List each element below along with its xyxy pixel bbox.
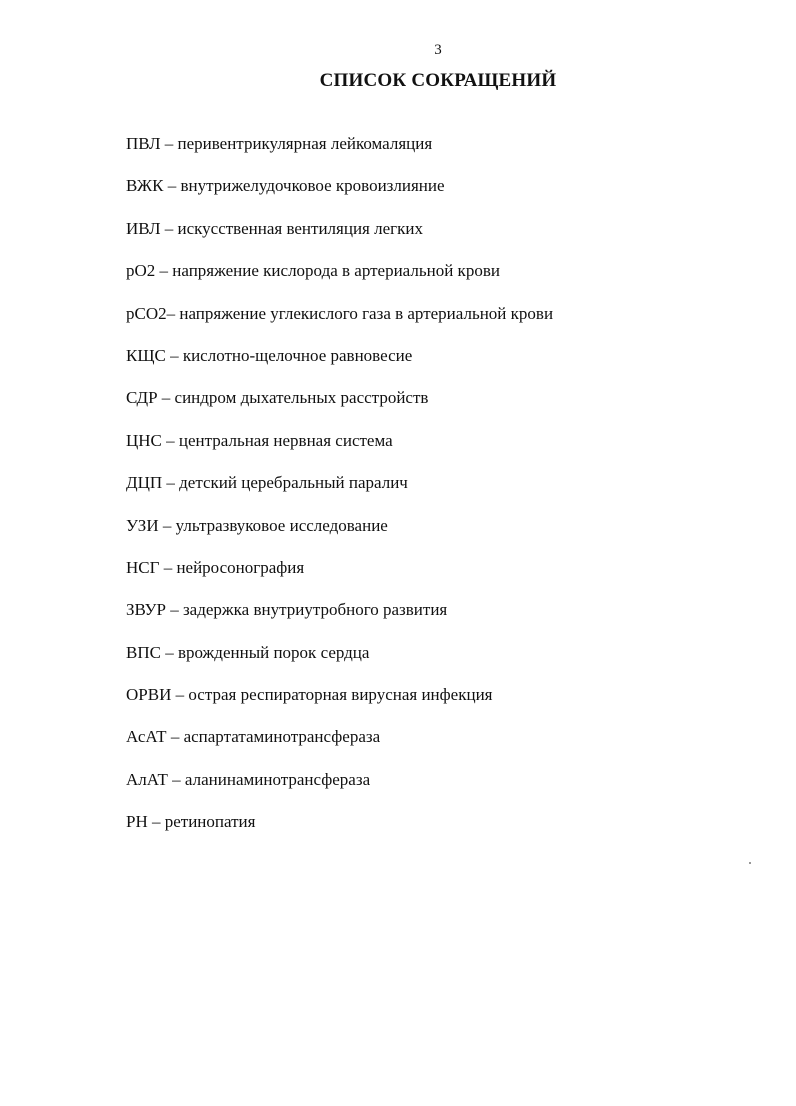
list-item: АлАТ – аланинаминотрансфераза xyxy=(126,769,371,789)
list-item: УЗИ – ультразвуковое исследование xyxy=(126,515,388,535)
list-item: ЗВУР – задержка внутриутробного развития xyxy=(126,600,448,620)
list-item: ВПС – врожденный порок сердца xyxy=(126,642,370,662)
list-item: ВЖК – внутрижелудочковое кровоизлияние xyxy=(126,176,445,196)
list-item: pO2 – напряжение кислорода в артериальной крови xyxy=(126,261,500,281)
abbreviation-list xyxy=(126,133,766,854)
list-item: pCO2– напряжение углекислого газа в артериальной крови xyxy=(126,303,554,323)
page-title: СПИСОК СОКРАЩЕНИЙ xyxy=(319,70,557,91)
page-number: 3 xyxy=(434,42,442,58)
list-item: КЩС – кислотно-щелочное равновесие xyxy=(126,345,413,365)
list-item: ОРВИ – острая респираторная вирусная инфекция xyxy=(126,685,493,705)
list-item: ИВЛ – искусственная вентиляция легких xyxy=(126,218,423,238)
list-item: СДР – синдром дыхательных расстройств xyxy=(126,388,429,408)
list-item: ДЦП – детский церебральный паралич xyxy=(126,473,408,493)
scan-speck xyxy=(749,862,751,864)
list-item: ПВЛ – перивентрикулярная лейкомаляция xyxy=(126,134,433,153)
list-item: АсАТ – аспартатаминотрансфераза xyxy=(126,727,381,747)
list-item: НСГ – нейросонография xyxy=(126,557,305,577)
list-item: РН – ретинопатия xyxy=(126,812,256,832)
list-item: ЦНС – центральная нервная система xyxy=(126,430,393,450)
